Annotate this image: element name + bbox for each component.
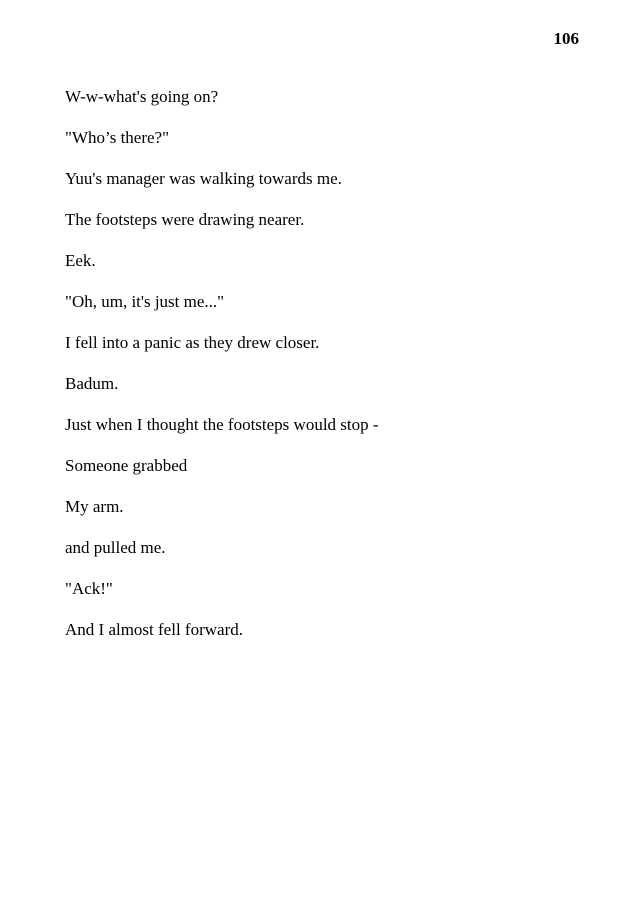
text-line: Someone grabbed — [65, 456, 188, 475]
text-line: "Oh, um, it's just me..." — [65, 292, 225, 311]
text-line: And I almost fell forward. — [65, 620, 243, 639]
text-line: The footsteps were drawing nearer. — [65, 210, 305, 229]
text-line: Yuu's manager was walking towards me. — [65, 169, 342, 188]
text-line: I fell into a panic as they drew closer. — [65, 333, 320, 352]
text-body — [65, 86, 605, 660]
text-line: Just when I thought the footsteps would stop - — [65, 415, 379, 434]
text-line: and pulled me. — [65, 538, 166, 557]
text-line: "Who’s there?" — [65, 128, 170, 147]
text-line: "Ack!" — [65, 579, 113, 598]
text-line: My arm. — [65, 497, 124, 516]
text-line: Eek. — [65, 251, 96, 270]
text-line: Badum. — [65, 374, 119, 393]
page-number: 106 — [553, 29, 579, 48]
text-line: W-w-what's going on? — [65, 87, 219, 106]
